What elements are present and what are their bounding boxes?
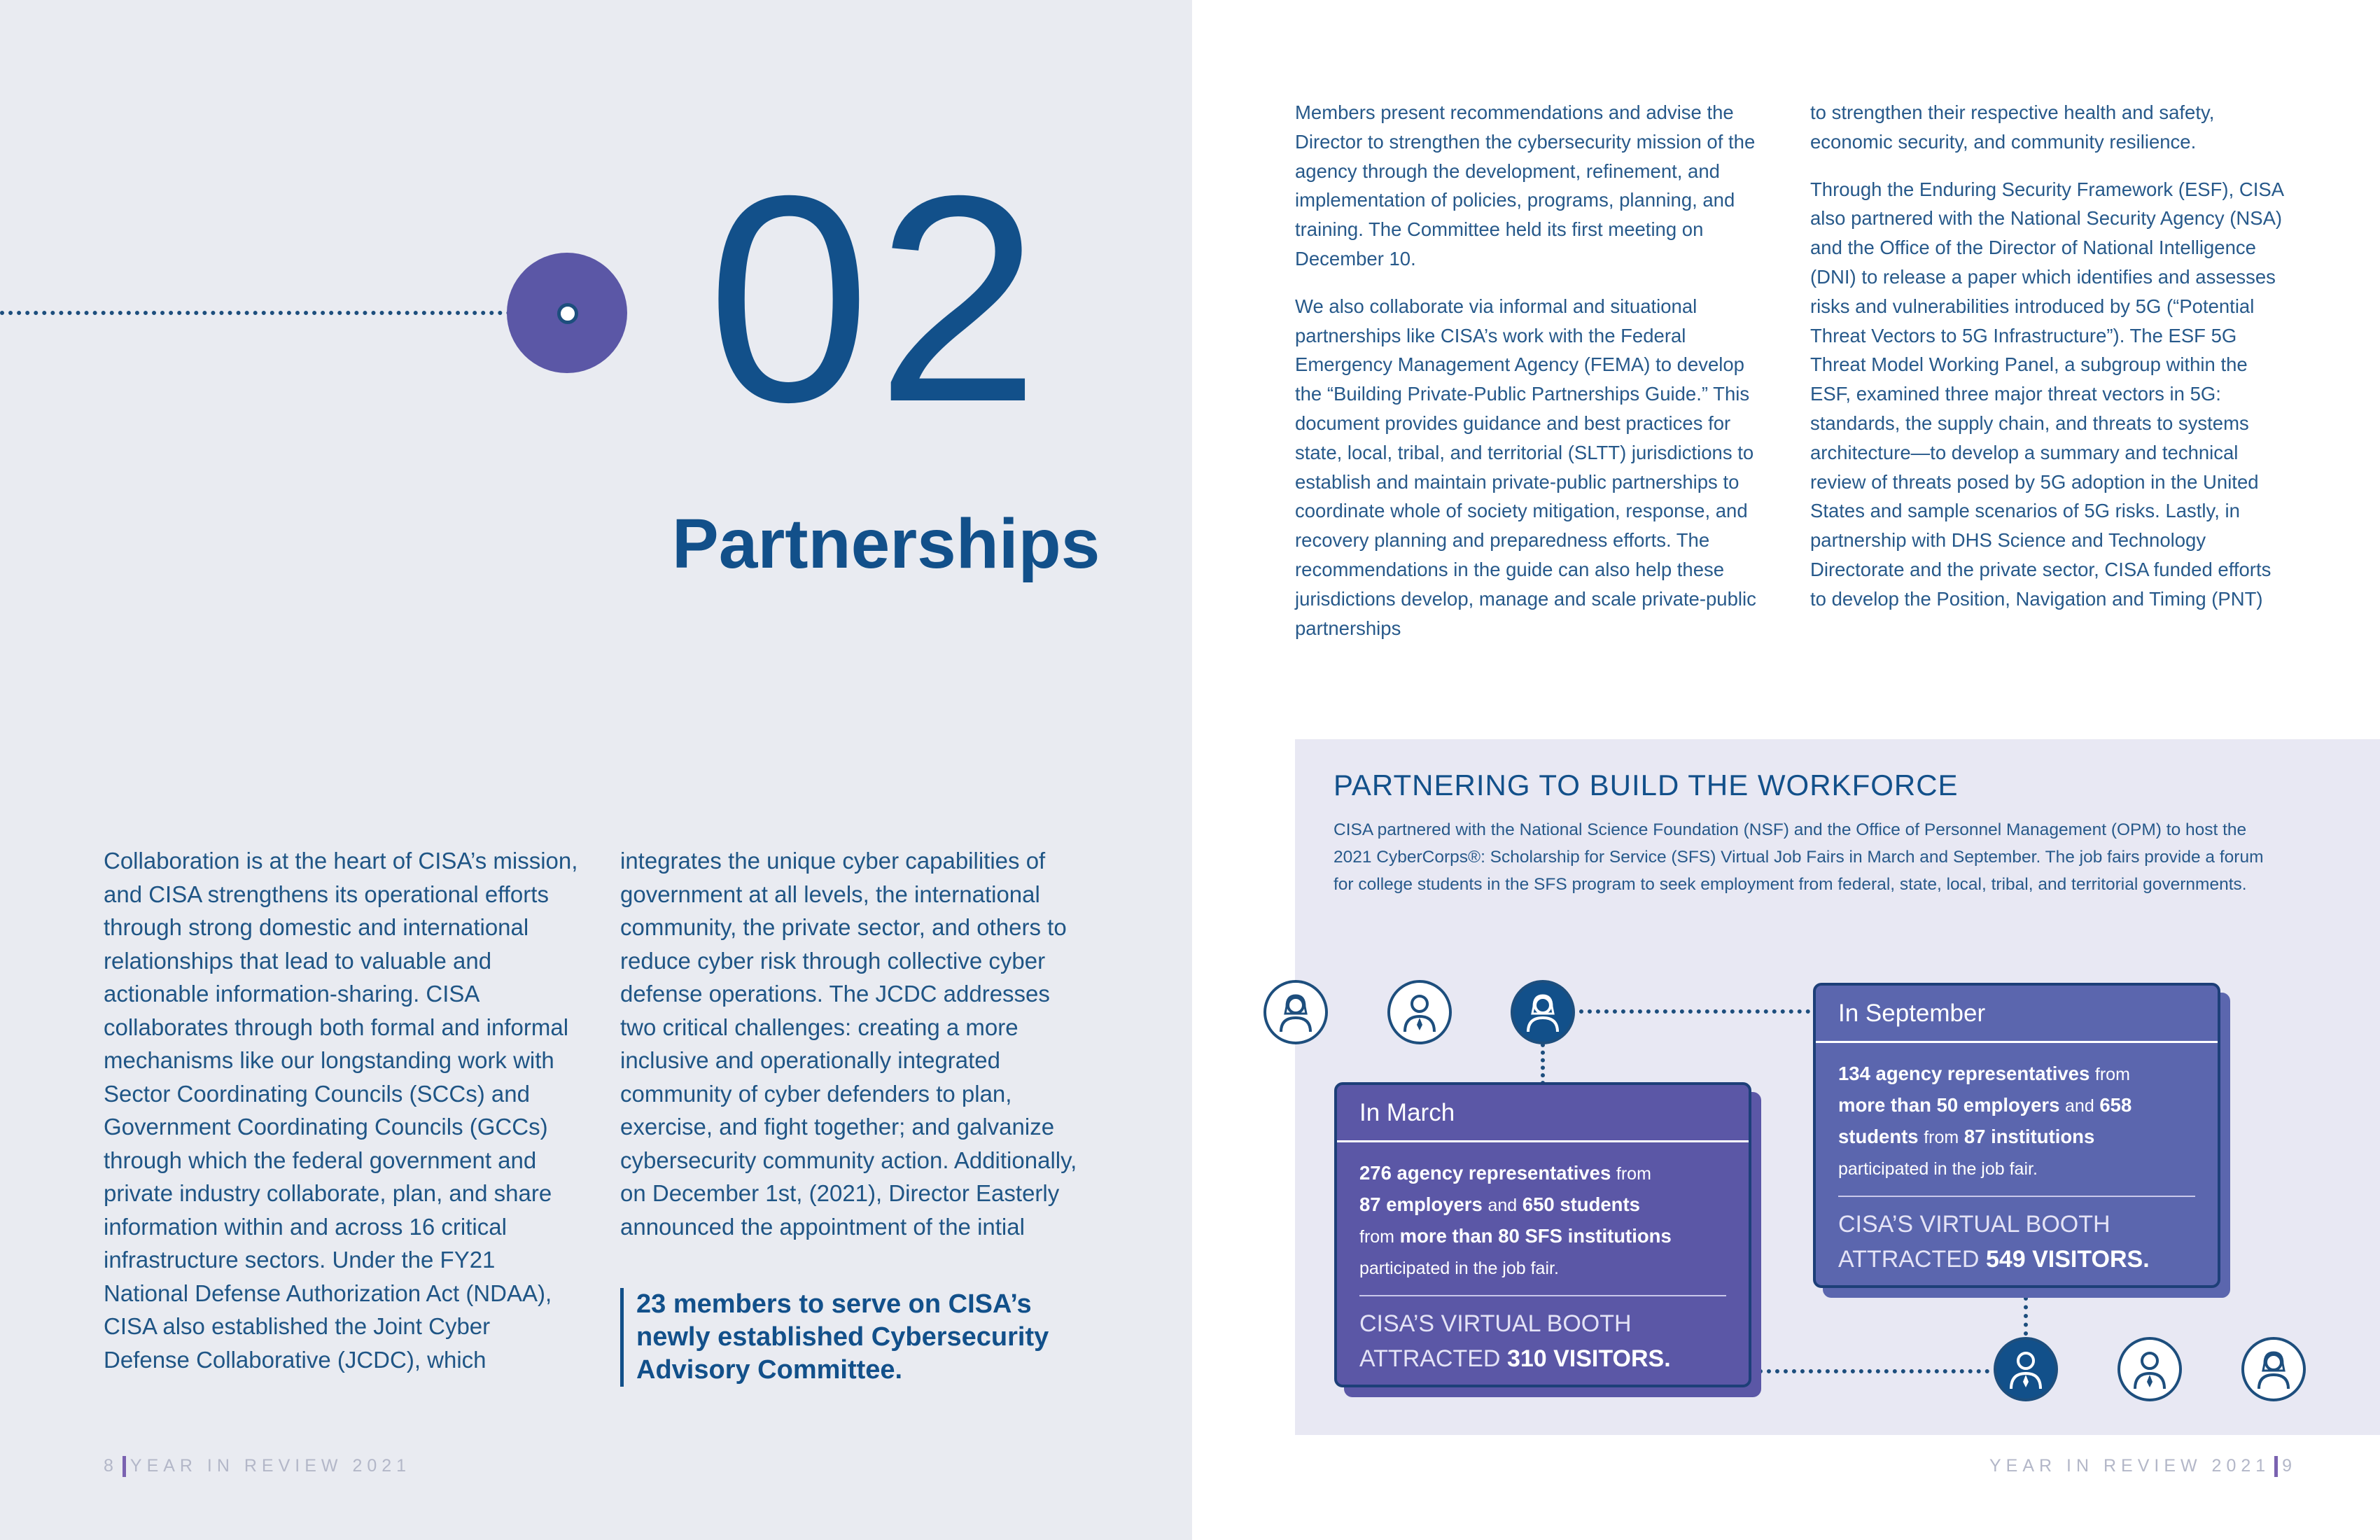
september-booth-attracted: ATTRACTED [1838,1246,1980,1273]
september-booth-text: CISA’S VIRTUAL BOOTH [1838,1211,2110,1238]
footer-divider [122,1456,126,1477]
woman-filled-icon [1511,980,1575,1044]
chapter-number: 02 [707,135,1046,463]
man-tie-icon [1387,980,1452,1044]
left-footer-text: YEAR IN REVIEW 2021 [130,1456,412,1476]
september-visitors: 549 VISITORS. [1985,1246,2150,1273]
march-from2: from [1359,1227,1394,1247]
chapter-marker-dot [557,303,578,324]
right-col2-para2: Through the Enduring Security Framework (ESF), CISA also partnered with the National Security Agency (NSA) and the Office of the Director of National Intelligence (DNI) to release a paper which identifies and assesses risks and vulnerabilities introduced by 5G (“Potential Threat Vectors to 5G Infrastructure”). The ESF 5G Threat Model Working Panel, a subgroup within the ESF, examined three major threat vectors in 5G: standards, the supply chain, and threats to systems architecture—to develop a summary and technical review of threats posed by 5G adoption in the United States and sample scenarios of 5G risks. Lastly, in partnership with DHS Science and Technology Directorate and the private sector, CISA funded efforts to develop the Position, Navigation and Timing (PNT) [1810,178,2283,610]
right-column-1 [1295,98,1771,661]
left-col2-text: integrates the unique cyber capabilities of government at all levels, the international community, the private sector, and others to reduce cyber risk through collective cyber defense operations. The JCDC addresses two critical challenges: creating a more inclusive and operationally integrated community of cyber defenders to plan, exercise, and fight together; and galvanize cybersecurity community action. Additionally, on December 1st, (2021), Director Easterly announced the appointment of the intial [620,848,1077,1240]
right-footer [1989,1456,2297,1477]
march-participated: participated in the job fair. [1359,1259,1559,1278]
september-from1: from [2094,1065,2130,1084]
march-booth-attracted: ATTRACTED [1359,1345,1501,1372]
right-column-2 [1810,98,2286,632]
footer-divider-right [2274,1456,2278,1477]
march-card [1334,1082,1751,1387]
september-institutions: 87 institutions [1963,1126,2095,1147]
left-col1-text: Collaboration is at the heart of CISA’s mission, and CISA strengthens its operational efforts through strong domestic and international relationships that lead to valuable and actionable information-sharing. CISA collaborates through both formal and informal mechanisms like our longstanding work with Sector Coordinating Councils (SCCs) and Government Coordinating Councils (GCCs) through which the federal government and private industry collaborate, plan, and share information within and across 16 critical infrastructure sectors. Under the FY21 National Defense Authorization Act (NDAA), CISA also established the Joint Cyber Defense Collaborative (JCDC), which [104,848,578,1373]
bottom-connector-line [1758,1369,1989,1373]
september-students-num: 658 [2099,1094,2132,1116]
right-col2-para1: to strengthen their respective health and safety, economic security, and community resilience. [1810,102,2215,153]
september-participated: participated in the job fair. [1838,1159,2038,1179]
march-institutions: more than 80 SFS institutions [1399,1225,1672,1247]
left-column-2 [620,844,1082,1243]
right-col1-para2: We also collaborate via informal and situational partnerships like CISA’s work with the Federal Emergency Management Agency (FEMA) to develop the “Building Private-Public Partnerships Guide.” This document provides guidance and best practices for state, local, tribal, and territorial (SLTT) jurisdictions to establish and maintain private-public partnerships to coordinate whole of society mitigation, response, and recovery planning and preparedness efforts. The recommendations in the guide can also help these jurisdictions develop, manage and scale private-public partnerships [1295,295,1756,639]
right-col1-para1: Members present recommendations and advise the Director to strengthen the cybersecurity mission of the agency through the development, refinement, and implementation of policies, programs, planning, and training. The Committee held its first meeting on December 10. [1295,102,1756,270]
left-page-number: 8 [104,1456,118,1476]
march-from1: from [1616,1164,1651,1184]
september-card-heading: In September [1816,986,2218,1043]
top-connector-line [1579,1009,1810,1014]
september-students: students [1838,1126,1919,1147]
man-filled-icon [1994,1337,2058,1401]
september-reps: 134 agency representatives [1838,1063,2090,1084]
right-page-number: 9 [2282,1456,2297,1476]
advisory-committee-callout: 23 members to serve on CISA’s newly established Cybersecurity Advisory Committee. [620,1288,1082,1387]
right-footer-text: YEAR IN REVIEW 2021 [1989,1456,2271,1476]
september-booth [1816,1197,2218,1277]
march-employers: 87 employers [1359,1194,1483,1215]
march-card-heading: In March [1337,1085,1749,1142]
september-and: and [2065,1096,2094,1116]
workforce-panel-intro: CISA partnered with the National Science Foundation (NSF) and the Office of Personnel Management (OPM) to host the 2021 CyberCorps®: Scholarship for Service (SFS) Virtual Job Fairs in March and September. The job fairs provide a forum for college students in the SFS program to seek employment from federal, state, local, tribal, and territorial governments. [1334,820,2264,894]
woman-icon [1264,980,1328,1044]
september-connector-line [2024,1296,2028,1336]
march-and: and [1488,1196,1518,1215]
woman-icon-2 [2241,1337,2306,1401]
march-students: 650 students [1522,1194,1640,1215]
workforce-panel-title: PARTNERING TO BUILD THE WORKFORCE [1334,769,1959,802]
march-card-body [1337,1142,1749,1284]
march-visitors: 310 VISITORS. [1506,1345,1671,1372]
september-employers: more than 50 employers [1838,1094,2060,1116]
chapter-title: Partnerships [672,505,1100,583]
march-booth [1337,1296,1749,1376]
chapter-dotted-line [0,311,511,315]
march-booth-text: CISA’S VIRTUAL BOOTH [1359,1310,1632,1337]
september-card-body [1816,1043,2218,1184]
left-footer [104,1456,411,1477]
man-tie-icon-2 [2118,1337,2182,1401]
left-column-1 [104,844,580,1376]
september-card [1813,983,2220,1288]
september-from2: from [1924,1128,1959,1147]
march-connector-line [1541,1043,1545,1085]
march-reps: 276 agency representatives [1359,1162,1611,1184]
